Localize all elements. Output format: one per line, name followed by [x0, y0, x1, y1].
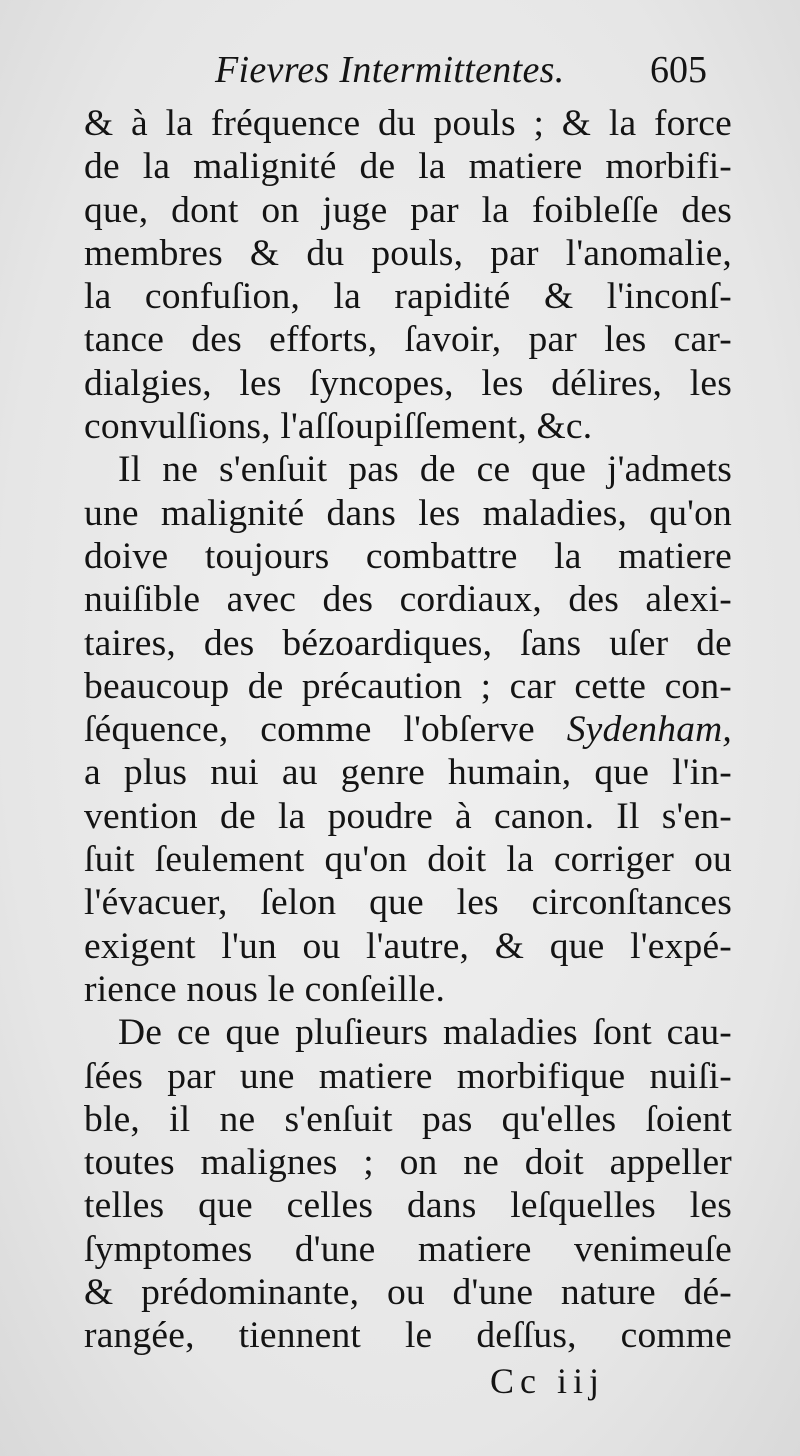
text-line: toutes malignes ; on ne doit appeller [84, 1142, 732, 1184]
text-line: que, dont on juge par la foibleſſe des [84, 189, 732, 231]
text-line: a plus nui au genre humain, que l'in- [84, 752, 732, 794]
text-line: doive toujours combattre la matiere [84, 535, 732, 577]
page-number: 605 [650, 49, 707, 91]
text-line: rangée, tiennent le deſſus, comme [84, 1315, 732, 1357]
text-line: de la malignité de la matiere morbifi- [84, 146, 732, 188]
text-line: & à la fréquence du pouls ; & la force [84, 103, 732, 144]
author-name-sydenham: Sydenham, [566, 709, 732, 751]
text-line: convulſions, l'aſſoupiſſement, &c. [84, 406, 593, 448]
text-line: ſymptomes d'une matiere venimeuſe [84, 1228, 732, 1270]
text-line: ſées par une matiere morbifique nuiſi- [84, 1055, 732, 1097]
text-line: taires, des bézoardiques, ſans uſer de [84, 622, 732, 664]
text-line: l'évacuer, ſelon que les circonſtances [84, 882, 732, 924]
text-line: beaucoup de précaution ; car cette con- [84, 665, 732, 707]
text-line: exigent l'un ou l'autre, & que l'expé- [84, 925, 732, 967]
text-line: tance des efforts, ſavoir, par les car- [84, 319, 732, 361]
text-line: ble, il ne s'enſuit pas qu'elles ſoient [84, 1098, 732, 1140]
text-line: ſuit ſeulement qu'on doit la corriger ou [84, 839, 732, 881]
text-line: Il ne s'enſuit pas de ce que j'admets [118, 449, 732, 491]
text-line: dialgies, les ſyncopes, les délires, les [84, 362, 732, 404]
text-line: membres & du pouls, par l'anomalie, [84, 232, 732, 274]
text-line: De ce que pluſieurs maladies ſont cau- [118, 1012, 732, 1054]
signature-mark: Cc iij [490, 1361, 605, 1401]
text-line: telles que celles dans leſquelles les [84, 1185, 732, 1227]
text-line [84, 708, 732, 751]
text-line: une malignité dans les maladies, qu'on [84, 492, 732, 534]
text-line: vention de la poudre à canon. Il s'en- [84, 795, 732, 837]
page-header [0, 46, 800, 106]
text-line: nuiſible avec des cordiaux, des alexi- [84, 579, 732, 621]
text-line: & prédominante, ou d'une nature dé- [84, 1272, 732, 1314]
running-title: Fievres Intermittentes. [215, 49, 565, 91]
text-line-start: ſéquence, comme l'obſerve [84, 709, 567, 751]
body-text [84, 102, 732, 1358]
text-line: rience nous le conſeille. [84, 968, 446, 1010]
text-line: la confuſion, la rapidité & l'inconſ- [84, 276, 732, 318]
